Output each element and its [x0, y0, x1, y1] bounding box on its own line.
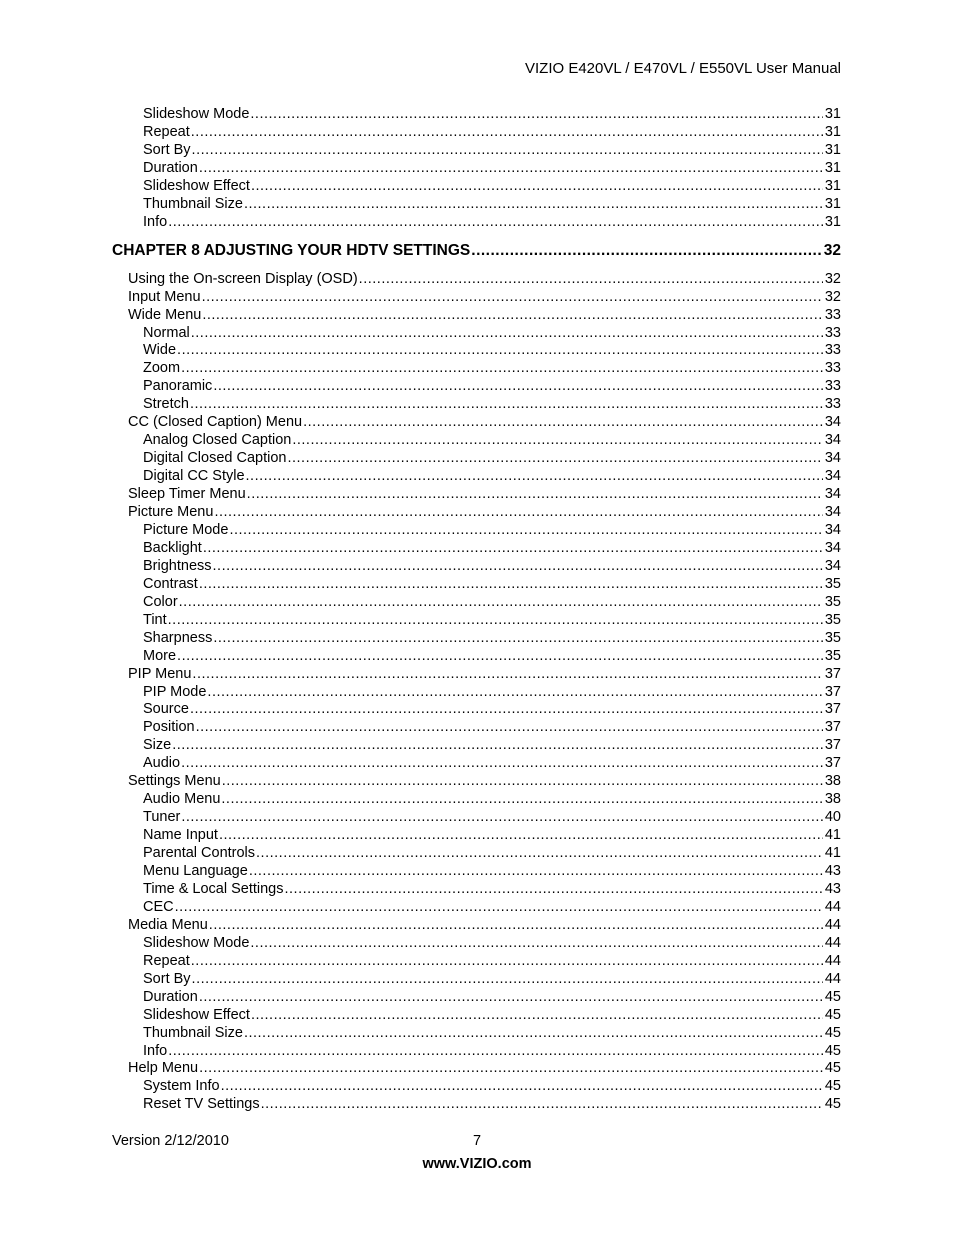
- toc-entry-label: Digital CC Style: [143, 468, 245, 485]
- toc-entry-label: Size: [143, 737, 172, 754]
- toc-entry[interactable]: [143, 575, 841, 593]
- toc-entry-label: Settings Menu: [128, 773, 221, 790]
- toc-entry-page: 34: [824, 432, 841, 449]
- toc-entry-page: 34: [824, 414, 841, 431]
- toc-leader-dots: [196, 718, 823, 736]
- toc-entry-page: 33: [824, 342, 841, 359]
- toc-leader-dots: [202, 306, 823, 324]
- toc-leader-dots: [292, 431, 823, 449]
- toc-entry[interactable]: [143, 159, 841, 177]
- toc-entry-label: Repeat: [143, 123, 190, 140]
- toc-entry-page: 37: [824, 755, 841, 772]
- toc-leader-dots: [229, 521, 822, 539]
- toc-entry[interactable]: [143, 862, 841, 880]
- toc-entry[interactable]: [143, 952, 841, 970]
- toc-leader-dots: [214, 503, 822, 521]
- toc-entry[interactable]: [128, 916, 841, 934]
- toc-entry-page: 32: [824, 270, 841, 287]
- page-header-title: VIZIO E420VL / E470VL / E550VL User Manual: [524, 60, 841, 77]
- toc-entry-page: 31: [824, 106, 841, 122]
- toc-entry-label: PIP Menu: [128, 665, 192, 682]
- toc-leader-dots: [285, 880, 823, 898]
- toc-leader-dots: [202, 288, 823, 306]
- toc-entry-page: 37: [824, 701, 841, 718]
- toc-entry-page: 35: [824, 647, 841, 664]
- toc-entry-page: 38: [824, 773, 841, 790]
- toc-entry-page: 44: [824, 970, 841, 987]
- toc-entry[interactable]: [143, 683, 841, 701]
- toc-leader-dots: [181, 754, 823, 772]
- toc-entry-label: Slideshow Effect: [143, 1006, 250, 1023]
- toc-leader-dots: [250, 105, 822, 123]
- toc-entry-label: Backlight: [143, 539, 202, 556]
- toc-entry-label: Panoramic: [143, 378, 213, 395]
- toc-leader-dots: [209, 916, 823, 934]
- toc-entry-label: Repeat: [143, 952, 190, 969]
- toc-entry[interactable]: [143, 700, 841, 718]
- toc-entry-page: 31: [824, 195, 841, 212]
- toc-entry-page: 45: [824, 1060, 841, 1077]
- toc-entry[interactable]: [143, 808, 841, 826]
- toc-entry-page: 44: [824, 952, 841, 969]
- toc-entry[interactable]: [143, 359, 841, 377]
- toc-entry-label: Audio Menu: [143, 791, 221, 808]
- toc-entry-label: Tint: [143, 611, 167, 628]
- toc-leader-dots: [303, 413, 823, 431]
- toc-leader-dots: [251, 177, 823, 195]
- toc-leader-dots: [287, 449, 822, 467]
- toc-entry-page: 35: [824, 629, 841, 646]
- toc-entry-page: 37: [824, 737, 841, 754]
- toc-entry-page: 35: [824, 575, 841, 592]
- toc-entry-page: 43: [824, 880, 841, 897]
- toc-entry-label: Info: [143, 213, 168, 230]
- toc-entry-label: Thumbnail Size: [143, 195, 243, 212]
- toc-entry-page: 45: [824, 1078, 841, 1095]
- toc-entry[interactable]: [143, 844, 841, 862]
- toc-entry-label: Using the On-screen Display (OSD): [128, 270, 358, 287]
- toc-entry-label: Slideshow Mode: [143, 934, 250, 951]
- toc-entry-label: Wide Menu: [128, 306, 202, 323]
- toc-entry-label: Duration: [143, 988, 198, 1005]
- toc-entry-page: 45: [824, 1042, 841, 1059]
- toc-entry[interactable]: [143, 898, 841, 916]
- toc-entry[interactable]: [143, 754, 841, 772]
- toc-leader-dots: [190, 395, 823, 413]
- toc-entry-page: 34: [824, 539, 841, 556]
- toc-leader-dots: [251, 1006, 823, 1024]
- toc-leader-dots: [181, 808, 823, 826]
- toc-entry-label: CEC: [143, 898, 174, 915]
- toc-entry[interactable]: [143, 970, 841, 988]
- toc-leader-dots: [168, 611, 823, 629]
- toc-entry-label: Sharpness: [143, 629, 213, 646]
- toc-entry-page: 45: [824, 1096, 841, 1113]
- toc-leader-dots: [179, 593, 823, 611]
- toc-leader-dots: [359, 270, 823, 288]
- toc-leader-dots: [222, 772, 823, 790]
- toc-entry[interactable]: [143, 141, 841, 159]
- toc-entry[interactable]: [128, 772, 841, 790]
- toc-leader-dots: [250, 934, 822, 952]
- toc-entry-page: 40: [824, 809, 841, 826]
- toc-entry-label: Stretch: [143, 396, 189, 413]
- toc-entry[interactable]: [143, 1077, 841, 1095]
- toc-entry[interactable]: [128, 665, 841, 683]
- toc-leader-dots: [199, 988, 823, 1006]
- toc-entry[interactable]: [143, 449, 841, 467]
- toc-entry-label: Slideshow Effect: [143, 177, 250, 194]
- toc-entry[interactable]: [143, 593, 841, 611]
- toc-entry-label: Zoom: [143, 360, 181, 377]
- toc-entry[interactable]: [143, 934, 841, 952]
- toc-entry-label: Source: [143, 701, 189, 718]
- toc-leader-dots: [199, 575, 823, 593]
- toc-leader-dots: [192, 970, 823, 988]
- toc-entry-label: Media Menu: [128, 916, 208, 933]
- toc-leader-dots: [221, 1077, 823, 1095]
- toc-entry-label: Normal: [143, 324, 190, 341]
- toc-entry-page: 45: [824, 988, 841, 1005]
- toc-entry-label: More: [143, 647, 177, 664]
- toc-entry-label: Digital Closed Caption: [143, 450, 287, 467]
- toc-entry-page: 34: [824, 450, 841, 467]
- toc-entry-page: 41: [824, 845, 841, 862]
- toc-entry[interactable]: [143, 790, 841, 808]
- toc-entry-label: Duration: [143, 159, 198, 176]
- toc-leader-dots: [177, 341, 823, 359]
- toc-entry-page: 33: [824, 378, 841, 395]
- toc-entry-label: Color: [143, 593, 178, 610]
- toc-entry[interactable]: [143, 629, 841, 647]
- toc-entry[interactable]: [143, 988, 841, 1006]
- toc-entry[interactable]: [143, 123, 841, 141]
- toc-leader-dots: [192, 141, 823, 159]
- toc-leader-dots: [261, 1095, 823, 1113]
- toc-leader-dots: [177, 647, 823, 665]
- toc-entry[interactable]: [143, 718, 841, 736]
- toc-entry[interactable]: [143, 826, 841, 844]
- toc-entry[interactable]: [143, 467, 841, 485]
- toc-entry[interactable]: [143, 1024, 841, 1042]
- toc-entry[interactable]: [143, 341, 841, 359]
- footer-url: www.VIZIO.com: [422, 1156, 532, 1172]
- toc-entry-label: Input Menu: [128, 288, 201, 305]
- toc-entry-page: 33: [824, 324, 841, 341]
- toc-leader-dots: [256, 844, 823, 862]
- toc-entry-page: 43: [824, 863, 841, 879]
- toc-entry-label: Wide: [143, 342, 177, 359]
- toc-leader-dots: [246, 467, 823, 485]
- toc-entry-page: 38: [824, 791, 841, 808]
- toc-entry-page: 44: [824, 916, 841, 933]
- toc-entry[interactable]: [143, 105, 841, 123]
- toc-leader-dots: [175, 898, 823, 916]
- toc-entry-label: Picture Mode: [143, 521, 229, 538]
- toc-chapter-entry[interactable]: [112, 241, 841, 261]
- toc-entry-label: Reset TV Settings: [143, 1096, 260, 1113]
- toc-entry-label: Time & Local Settings: [143, 880, 284, 897]
- toc-entry-page: 37: [824, 719, 841, 736]
- toc-entry-label: Position: [143, 719, 195, 736]
- toc-entry-page: 45: [824, 1006, 841, 1023]
- toc-entry-page: 31: [824, 123, 841, 140]
- toc-entry-label: Menu Language: [143, 863, 248, 879]
- toc-entry-label: Contrast: [143, 575, 198, 592]
- toc-entry[interactable]: [143, 195, 841, 213]
- toc-entry-label: Sort By: [143, 141, 191, 158]
- toc-entry-page: 31: [824, 213, 841, 230]
- toc-entry-label: Picture Menu: [128, 504, 214, 520]
- toc-leader-dots: [207, 683, 822, 701]
- toc-entry[interactable]: [143, 1095, 841, 1113]
- toc-entry[interactable]: [128, 503, 841, 521]
- toc-entry[interactable]: [143, 177, 841, 195]
- toc-entry-label: Sleep Timer Menu: [128, 486, 246, 503]
- toc-entry-page: 33: [824, 360, 841, 377]
- toc-entry-page: 32: [823, 241, 841, 259]
- toc-leader-dots: [213, 629, 823, 647]
- toc-entry-label: Thumbnail Size: [143, 1024, 243, 1041]
- toc-entry-label: Brightness: [143, 557, 212, 574]
- toc-leader-dots: [190, 700, 823, 718]
- toc-entry-label: Name Input: [143, 827, 218, 844]
- toc-entry[interactable]: [143, 1042, 841, 1060]
- toc-entry-page: 34: [824, 486, 841, 503]
- toc-entry-label: Tuner: [143, 809, 181, 826]
- toc-entry[interactable]: [128, 1059, 841, 1077]
- toc-entry-page: 33: [824, 306, 841, 323]
- toc-entry[interactable]: [143, 647, 841, 665]
- toc-entry[interactable]: [128, 306, 841, 324]
- toc-entry-page: 34: [824, 521, 841, 538]
- toc-entry-page: 31: [824, 177, 841, 194]
- toc-entry[interactable]: [143, 377, 841, 395]
- toc-entry[interactable]: [143, 880, 841, 898]
- toc-entry-label: PIP Mode: [143, 683, 207, 700]
- toc-entry[interactable]: [143, 1006, 841, 1024]
- toc-entry-page: 32: [824, 288, 841, 305]
- toc-leader-dots: [247, 485, 823, 503]
- toc-leader-dots: [244, 195, 823, 213]
- toc-entry[interactable]: [143, 557, 841, 575]
- toc-entry[interactable]: [128, 413, 841, 431]
- toc-leader-dots: [191, 952, 823, 970]
- toc-entry[interactable]: [143, 395, 841, 413]
- toc-entry-page: 44: [824, 898, 841, 915]
- toc-entry-label: Slideshow Mode: [143, 106, 250, 122]
- toc-leader-dots: [219, 826, 823, 844]
- toc-entry[interactable]: [128, 288, 841, 306]
- toc-entry[interactable]: [143, 521, 841, 539]
- toc-leader-dots: [203, 539, 823, 557]
- toc-entry[interactable]: [128, 270, 841, 288]
- toc-entry-page: 31: [824, 159, 841, 176]
- toc-leader-dots: [199, 159, 823, 177]
- toc-leader-dots: [168, 1042, 823, 1060]
- toc-leader-dots: [199, 1059, 823, 1077]
- toc-entry-page: 45: [824, 1024, 841, 1041]
- toc-entry-label: System Info: [143, 1078, 220, 1095]
- toc-entry-label: CC (Closed Caption) Menu: [128, 414, 303, 431]
- toc-leader-dots: [221, 790, 822, 808]
- toc-entry-page: 33: [824, 396, 841, 413]
- toc-leader-dots: [192, 665, 822, 683]
- toc-entry[interactable]: [128, 485, 841, 503]
- toc-entry-page: 44: [824, 934, 841, 951]
- toc-entry-page: 35: [824, 593, 841, 610]
- footer-page-number: 7: [472, 1133, 482, 1149]
- toc-entry-page: 34: [824, 468, 841, 485]
- toc-entry-page: 34: [824, 557, 841, 574]
- toc-entry-label: Info: [143, 1042, 168, 1059]
- toc-leader-dots: [213, 377, 823, 395]
- toc-entry[interactable]: [143, 431, 841, 449]
- toc-leader-dots: [213, 557, 823, 575]
- toc-entry[interactable]: [143, 539, 841, 557]
- toc-leader-dots: [168, 213, 823, 231]
- toc-entry[interactable]: [143, 213, 841, 231]
- toc-entry-page: 41: [824, 827, 841, 844]
- toc-leader-dots: [249, 862, 823, 880]
- toc-entry-label: Analog Closed Caption: [143, 432, 292, 449]
- toc-entry[interactable]: [143, 324, 841, 342]
- toc-entry-label: Audio: [143, 755, 181, 772]
- toc-entry-page: 31: [824, 141, 841, 158]
- toc-entry-label: Help Menu: [128, 1060, 199, 1077]
- toc-leader-dots: [191, 123, 823, 141]
- toc-entry[interactable]: [143, 736, 841, 754]
- footer-version: Version 2/12/2010: [112, 1133, 229, 1149]
- toc-entry-label: Sort By: [143, 970, 191, 987]
- toc-entry-page: 37: [824, 665, 841, 682]
- toc-leader-dots: [191, 324, 823, 342]
- toc-entry-page: 37: [824, 683, 841, 700]
- toc-entry-page: 35: [824, 611, 841, 628]
- toc-entry-label: CHAPTER 8 ADJUSTING YOUR HDTV SETTINGS: [112, 241, 471, 259]
- toc-leader-dots: [181, 359, 823, 377]
- toc-entry[interactable]: [143, 611, 841, 629]
- toc-leader-dots: [244, 1024, 823, 1042]
- toc-leader-dots: [471, 241, 821, 261]
- toc-entry-page: 34: [824, 504, 841, 520]
- toc-entry-label: Parental Controls: [143, 845, 256, 862]
- toc-leader-dots: [172, 736, 823, 754]
